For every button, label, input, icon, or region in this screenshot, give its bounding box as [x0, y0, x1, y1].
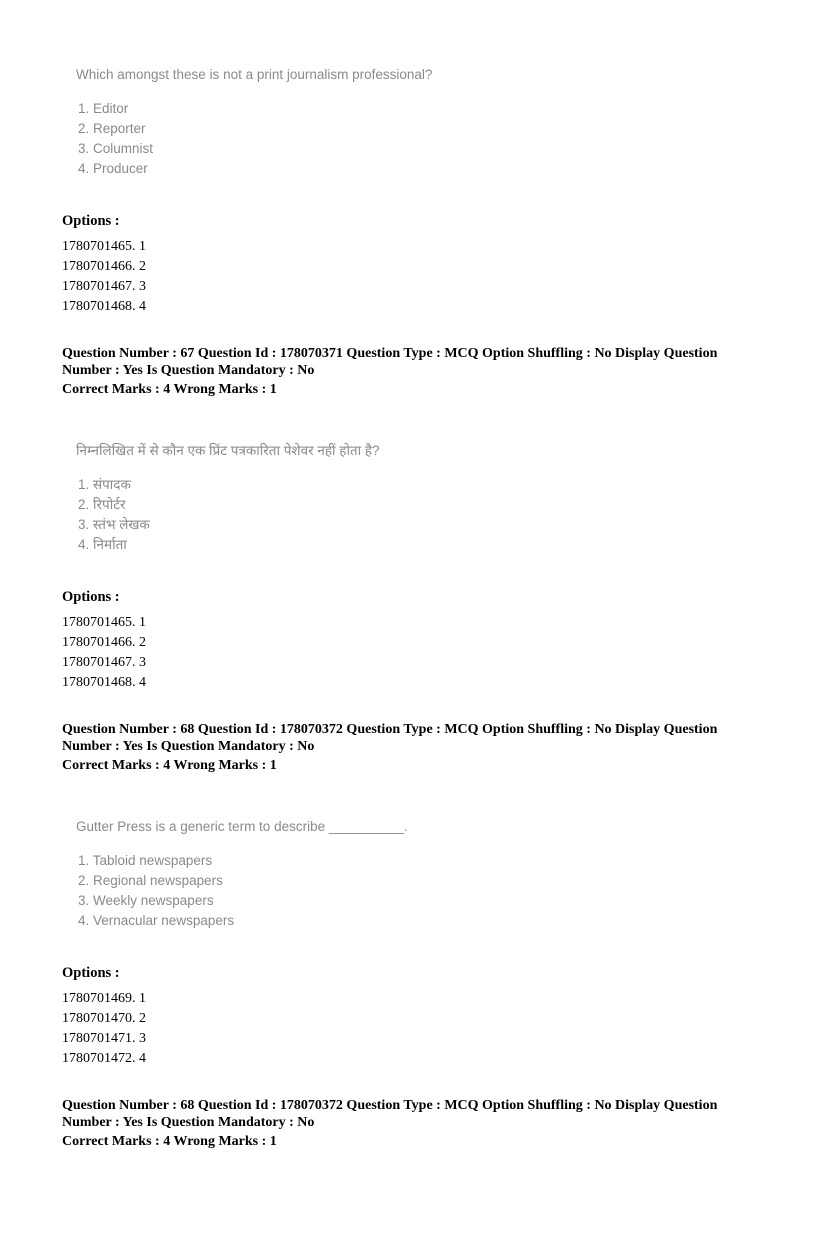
choice-item: 3. Columnist [78, 141, 154, 156]
question-meta: Question Number : 68 Question Id : 178070372 Question Type : MCQ Option Shuffling : No Display Question Number : Yes Is Question Mandatory : No [62, 722, 718, 754]
option-id-line: 1780701467. 3 [62, 279, 146, 294]
option-id-list [62, 989, 768, 1069]
question-text: Which amongst these is not a print journalism professional? [76, 67, 433, 82]
marks-line: Correct Marks : 4 Wrong Marks : 1 [62, 758, 277, 773]
options-label: Options : [62, 589, 120, 605]
option-id-list [62, 237, 768, 317]
choice-list [78, 475, 768, 555]
question-meta: Question Number : 68 Question Id : 178070372 Question Type : MCQ Option Shuffling : No Display Question Number : Yes Is Question Mandatory : No [62, 1098, 718, 1130]
option-id-line: 1780701471. 3 [62, 1031, 146, 1046]
options-label: Options : [62, 965, 120, 981]
option-id-line: 1780701465. 1 [62, 615, 146, 630]
choice-item: 4. निर्माता [78, 537, 127, 552]
option-id-list [62, 613, 768, 693]
option-id-line: 1780701472. 4 [62, 1051, 146, 1066]
option-id-line: 1780701468. 4 [62, 299, 146, 314]
choice-item: 3. स्तंभ लेखक [78, 517, 150, 532]
option-id-line: 1780701465. 1 [62, 239, 146, 254]
choice-item: 3. Weekly newspapers [78, 893, 214, 908]
question-text: Gutter Press is a generic term to describe __________. [76, 819, 408, 834]
marks-line: Correct Marks : 4 Wrong Marks : 1 [62, 1134, 277, 1149]
choice-list [78, 99, 768, 179]
choice-item: 2. रिपोर्टर [78, 497, 126, 512]
option-id-line: 1780701466. 2 [62, 259, 146, 274]
option-id-line: 1780701467. 3 [62, 655, 146, 670]
options-label: Options : [62, 213, 120, 229]
option-id-line: 1780701466. 2 [62, 635, 146, 650]
choice-item: 1. संपादक [78, 477, 131, 492]
option-id-line: 1780701469. 1 [62, 991, 146, 1006]
question-text: निम्नलिखित में से कौन एक प्रिंट पत्रकारिता पेशेवर नहीं होता है? [76, 443, 380, 458]
question-block [62, 442, 768, 774]
choice-item: 2. Regional newspapers [78, 873, 223, 888]
option-id-line: 1780701468. 4 [62, 675, 146, 690]
question-block [62, 818, 768, 1150]
choice-item: 4. Vernacular newspapers [78, 913, 235, 928]
question-meta: Question Number : 67 Question Id : 178070371 Question Type : MCQ Option Shuffling : No Display Question Number : Yes Is Question Mandatory : No [62, 346, 718, 378]
choice-item: 2. Reporter [78, 121, 146, 136]
marks-line: Correct Marks : 4 Wrong Marks : 1 [62, 382, 277, 397]
choice-item: 1. Editor [78, 101, 129, 116]
option-id-line: 1780701470. 2 [62, 1011, 146, 1026]
choice-item: 4. Producer [78, 161, 148, 176]
choice-list [78, 851, 768, 931]
choice-item: 1. Tabloid newspapers [78, 853, 213, 868]
question-block [62, 66, 768, 398]
